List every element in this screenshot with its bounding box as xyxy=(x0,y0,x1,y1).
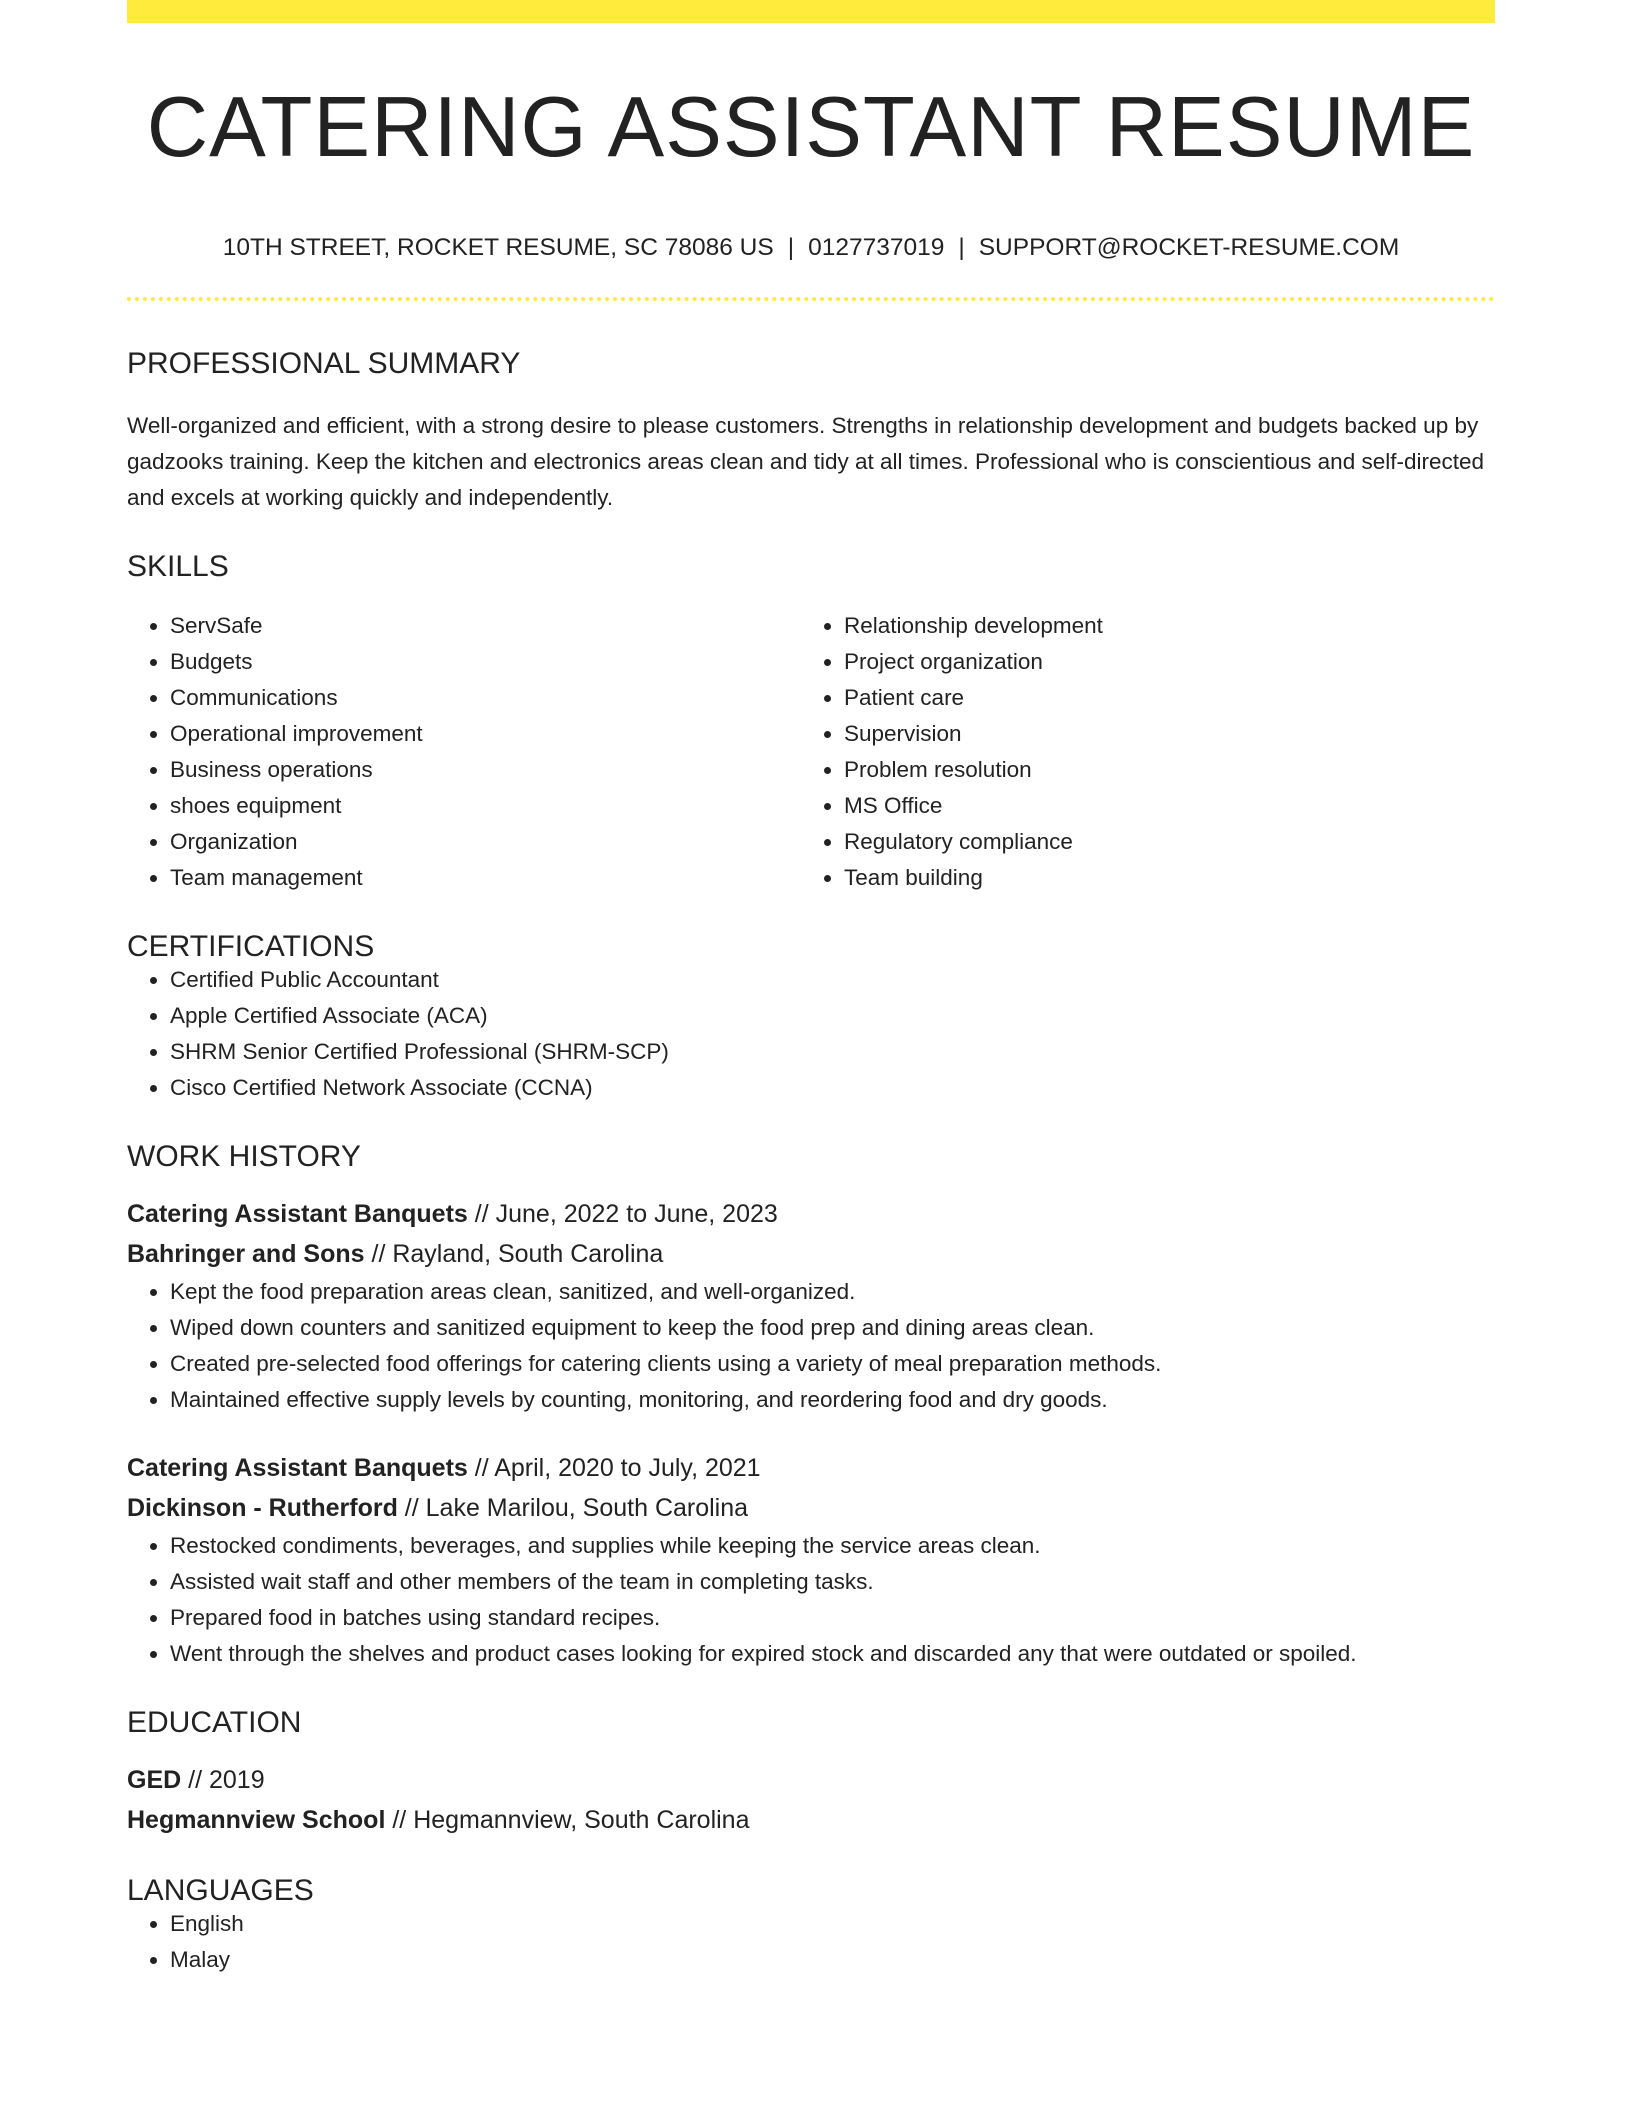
skill-item: • Communications xyxy=(170,680,801,716)
dotted-divider xyxy=(127,297,1495,301)
certification-item: • Apple Certified Associate (ACA) xyxy=(170,998,1495,1034)
skills-column-right xyxy=(801,608,1475,896)
certification-item: • Cisco Certified Network Associate (CCNA) xyxy=(170,1070,1495,1106)
job-duty-item: • Prepared food in batches using standard recipes. xyxy=(170,1600,1495,1636)
skills-column-left xyxy=(127,608,801,896)
skill-item: • Supervision xyxy=(844,716,1475,752)
skills-list-right xyxy=(801,608,1475,896)
job-location: Rayland, South Carolina xyxy=(392,1239,664,1268)
job-title: Catering Assistant Banquets xyxy=(127,1199,468,1228)
skills-heading: SKILLS xyxy=(127,549,229,583)
skill-item: • Regulatory compliance xyxy=(844,824,1475,860)
skill-item: • Patient care xyxy=(844,680,1475,716)
education-school-line xyxy=(127,1800,1495,1840)
language-item: • English xyxy=(170,1906,1495,1942)
job-separator: // xyxy=(364,1239,393,1268)
job-company-line xyxy=(127,1234,1495,1274)
resume-page xyxy=(127,0,1495,1978)
job-duties-list xyxy=(127,1528,1495,1672)
skills-list-left xyxy=(127,608,801,896)
skill-item: • Budgets xyxy=(170,644,801,680)
languages-heading: LANGUAGES xyxy=(127,1873,314,1907)
job-location: Lake Marilou, South Carolina xyxy=(425,1493,749,1522)
job-title-line xyxy=(127,1448,1495,1488)
skills-columns xyxy=(127,608,1495,896)
job-company: Bahringer and Sons xyxy=(127,1239,365,1268)
job-separator: // xyxy=(467,1199,496,1228)
certifications-heading: CERTIFICATIONS xyxy=(127,929,375,963)
job-duty-item: • Created pre-selected food offerings for catering clients using a variety of meal preparation methods. xyxy=(170,1346,1495,1382)
education-school: Hegmannview School xyxy=(127,1805,386,1834)
job-duty-item: • Went through the shelves and product cases looking for expired stock and discarded any that were outdated or spoiled. xyxy=(170,1636,1495,1672)
education-location: Hegmannview, South Carolina xyxy=(413,1805,750,1834)
job-separator: // xyxy=(467,1453,495,1482)
education-separator: // xyxy=(385,1805,414,1834)
language-item: • Malay xyxy=(170,1942,1495,1978)
job-duty-item: • Wiped down counters and sanitized equipment to keep the food prep and dining areas clean. xyxy=(170,1310,1495,1346)
education-degree-line xyxy=(127,1760,1495,1800)
job-separator: // xyxy=(397,1493,426,1522)
job-company: Dickinson - Rutherford xyxy=(127,1493,398,1522)
job-dates: April, 2020 to July, 2021 xyxy=(494,1453,761,1482)
languages-list xyxy=(127,1906,1495,1978)
skill-item: • shoes equipment xyxy=(170,788,801,824)
skill-item: • Organization xyxy=(170,824,801,860)
job-duty-item: • Kept the food preparation areas clean, sanitized, and well-organized. xyxy=(170,1274,1495,1310)
contact-line xyxy=(127,236,1495,261)
job-duty-item: • Restocked condiments, beverages, and supplies while keeping the service areas clean. xyxy=(170,1528,1495,1564)
education-year: 2019 xyxy=(208,1765,265,1794)
education-separator: // xyxy=(181,1765,209,1794)
certification-item: • SHRM Senior Certified Professional (SHRM-SCP) xyxy=(170,1034,1495,1070)
skill-item: • Problem resolution xyxy=(844,752,1475,788)
skill-item: • Team building xyxy=(844,860,1475,896)
job-duty-item: • Maintained effective supply levels by counting, monitoring, and reordering food and dry goods. xyxy=(170,1382,1495,1418)
summary-text: Well-organized and efficient, with a strong desire to please customers. Strengths in relationship development and budgets backed up by gadzooks training. Keep the kitchen and electronics areas clean and tidy at all times. Professional who is conscientious and self-directed and excels at working quickly and independently. xyxy=(127,412,1485,510)
education-degree: GED xyxy=(127,1765,182,1794)
skill-item: • Business operations xyxy=(170,752,801,788)
skill-item: • Operational improvement xyxy=(170,716,801,752)
contact-email[interactable]: SUPPORT@ROCKET-RESUME.COM xyxy=(978,234,1400,261)
job-duty-item: • Assisted wait staff and other members of the team in completing tasks. xyxy=(170,1564,1495,1600)
contact-separator: | xyxy=(787,234,795,261)
job-company-line xyxy=(127,1488,1495,1528)
accent-top-bar xyxy=(127,0,1495,23)
job-duties-list xyxy=(127,1274,1495,1418)
certification-item: • Certified Public Accountant xyxy=(170,962,1495,998)
skill-item: • Team management xyxy=(170,860,801,896)
summary-heading: PROFESSIONAL SUMMARY xyxy=(127,346,521,380)
resume-title: CATERING ASSISTANT RESUME xyxy=(146,80,1476,175)
job-title-line xyxy=(127,1194,1495,1234)
contact-separator: | xyxy=(958,234,965,261)
contact-phone[interactable]: 0127737019 xyxy=(808,234,945,261)
skill-item: • Project organization xyxy=(844,644,1475,680)
education-heading: EDUCATION xyxy=(127,1705,302,1739)
job-title: Catering Assistant Banquets xyxy=(127,1453,468,1482)
skill-item: • MS Office xyxy=(844,788,1475,824)
job-dates: June, 2022 to June, 2023 xyxy=(495,1199,778,1228)
skill-item: • ServSafe xyxy=(170,608,801,644)
contact-address: 10TH STREET, ROCKET RESUME, SC 78086 US xyxy=(222,234,774,261)
work-history-heading: WORK HISTORY xyxy=(127,1139,361,1173)
certifications-list xyxy=(127,962,1495,1106)
skill-item: • Relationship development xyxy=(844,608,1475,644)
